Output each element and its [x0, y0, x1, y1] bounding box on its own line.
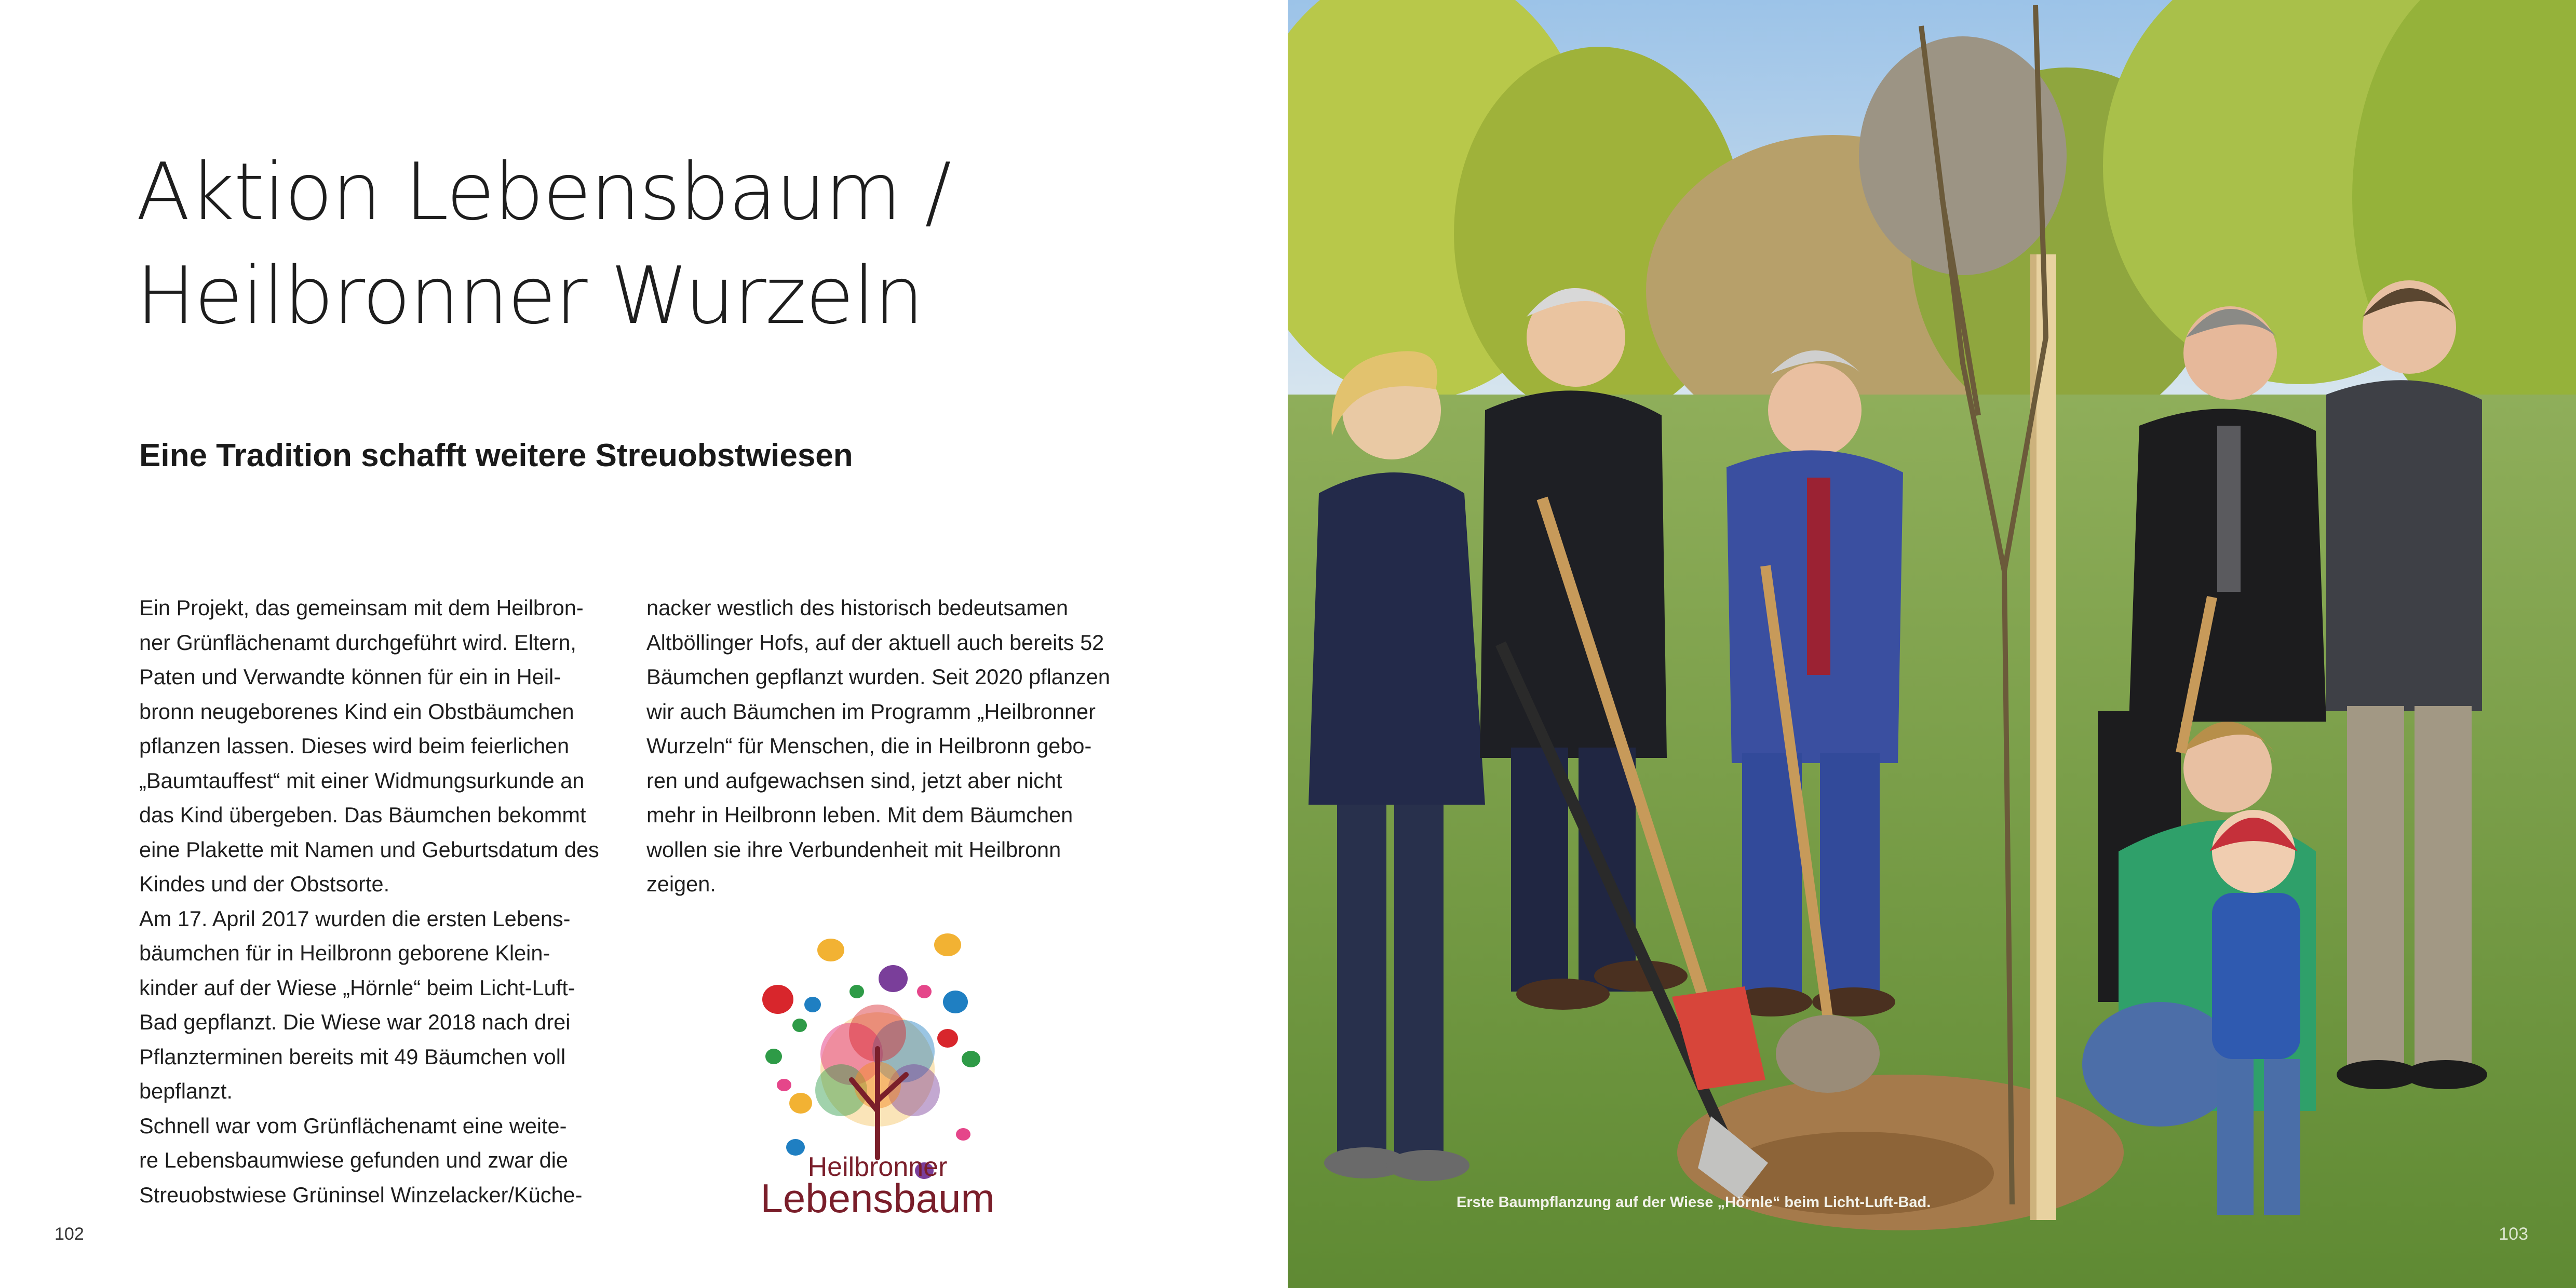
section-subtitle: Eine Tradition schafft weitere Streuobstwiesen [139, 438, 853, 473]
text-line: Am 17. April 2017 wurden die ersten Lebens- [139, 906, 571, 931]
text-line: ren und aufgewachsen sind, jetzt aber nicht [646, 768, 1062, 793]
text-column-1 [139, 591, 627, 1212]
page-number-left: 102 [55, 1224, 84, 1244]
text-line: Bäumchen gepflanzt wurden. Seit 2020 pflanzen [646, 665, 1110, 689]
text-line: Schnell war vom Grünflächenamt eine weite- [139, 1113, 567, 1138]
text-line: ner Grünflächenamt durchgeführt wird. Eltern, [139, 630, 576, 655]
text-line: Wurzeln“ für Menschen, die in Heilbronn gebo- [646, 734, 1092, 758]
text-line: „Baumtauffest“ mit einer Widmungsurkunde an [139, 768, 585, 793]
text-line: Pflanzterminen bereits mit 49 Bäumchen voll [139, 1044, 566, 1069]
text-line: Streuobstwiese Grüninsel Winzelacker/Küche- [139, 1182, 583, 1207]
logo-line-2: Lebensbaum [760, 1175, 995, 1220]
text-line: wir auch Bäumchen im Programm „Heilbronner [646, 699, 1096, 724]
text-line: bronn neugeborenes Kind ein Obstbäumchen [139, 699, 574, 724]
text-line: Bad gepflanzt. Die Wiese war 2018 nach drei [139, 1010, 571, 1034]
text-line: kinder auf der Wiese „Hörnle“ beim Licht-Luft- [139, 975, 575, 1000]
text-line: Paten und Verwandte können für ein in Heil- [139, 665, 561, 689]
text-line: nacker westlich des historisch bedeutsamen [646, 595, 1068, 620]
photo-caption: Erste Baumpflanzung auf der Wiese „Hörnle“ beim Licht-Luft-Bad. [1456, 1194, 1931, 1211]
page-title [136, 140, 950, 348]
text-line: bepflanzt. [139, 1079, 233, 1103]
text-line: Altböllinger Hofs, auf der aktuell auch bereits 52 [646, 630, 1104, 655]
title-line-1: Aktion Lebensbaum / [136, 146, 951, 238]
text-line: das Kind übergeben. Das Bäumchen bekommt [139, 803, 586, 827]
page-number-right: 103 [2499, 1224, 2528, 1244]
text-line: pflanzen lassen. Dieses wird beim feierlichen [139, 734, 570, 758]
text-line: eine Plakette mit Namen und Geburtsdatum des [139, 837, 599, 862]
text-line: wollen sie ihre Verbundenheit mit Heilbronn [646, 837, 1061, 862]
title-line-2: Heilbronner Wurzeln [136, 250, 923, 342]
text-line: re Lebensbaumwiese gefunden und zwar die [139, 1148, 568, 1172]
text-line: Kindes und der Obstsorte. [139, 872, 390, 896]
logo-line-1: Heilbronner [807, 1152, 948, 1182]
text-line: Ein Projekt, das gemeinsam mit dem Heilbron- [139, 595, 584, 620]
text-line: zeigen. [646, 872, 716, 896]
text-line: bäumchen für in Heilbronn geborene Klein- [139, 941, 550, 965]
tree-planting-photo [1288, 0, 2576, 1288]
text-column-2 [646, 591, 1135, 902]
text-line: mehr in Heilbronn leben. Mit dem Bäumchen [646, 803, 1073, 827]
heilbronner-lebensbaum-logo [753, 929, 1002, 1220]
